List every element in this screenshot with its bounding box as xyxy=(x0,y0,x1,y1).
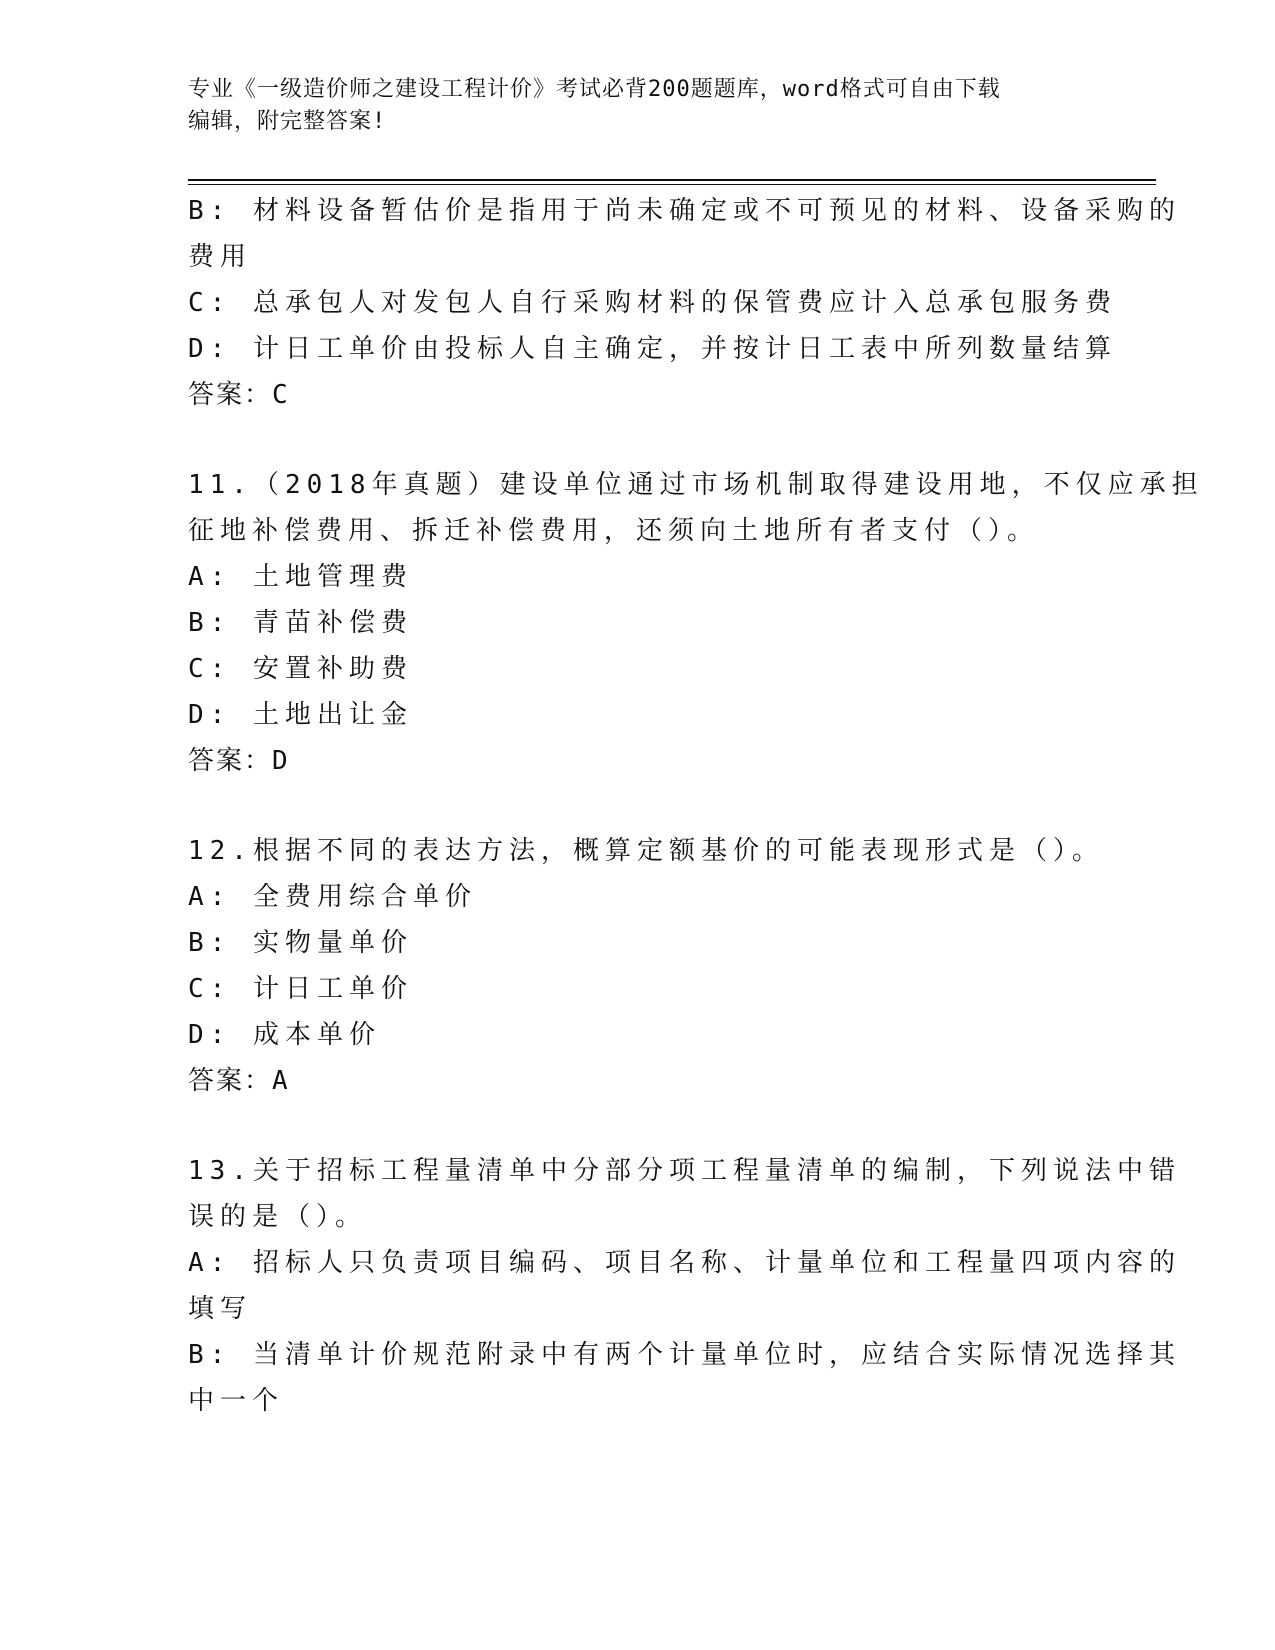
question-stem: 12.根据不同的表达方法，概算定额基价的可能表现形式是（）。 xyxy=(188,836,1104,866)
question-stem: 13.关于招标工程量清单中分部分项工程量清单的编制，下列说法中错 xyxy=(188,1156,1181,1186)
option-line: C: 总承包人对发包人自行采购材料的保管费应计入总承包服务费 xyxy=(188,288,1117,318)
block-spacer xyxy=(188,1104,1088,1148)
option-line: C: 计日工单价 xyxy=(188,974,413,1004)
question-stem: 误的是（）。 xyxy=(188,1202,368,1232)
answer-line: 答案：C xyxy=(188,380,290,410)
option-line: 填写 xyxy=(188,1294,253,1324)
answer-line: 答案：D xyxy=(188,746,290,776)
option-line: D: 成本单价 xyxy=(188,1020,381,1050)
block-spacer xyxy=(188,418,1088,462)
block-spacer xyxy=(188,784,1088,828)
question-block xyxy=(188,828,1104,1104)
question-block xyxy=(188,462,1204,784)
option-line: A: 全费用综合单价 xyxy=(188,882,477,912)
option-line: A: 招标人只负责项目编码、项目名称、计量单位和工程量四项内容的 xyxy=(188,1248,1181,1278)
question-stem: 11.（2018年真题）建设单位通过市场机制取得建设用地，不仅应承担 xyxy=(188,470,1204,500)
question-block xyxy=(188,1148,1181,1424)
option-line: B: 青苗补偿费 xyxy=(188,608,413,638)
option-line: B: 当清单计价规范附录中有两个计量单位时，应结合实际情况选择其 xyxy=(188,1340,1181,1370)
option-line: D: 计日工单价由投标人自主确定，并按计日工表中所列数量结算 xyxy=(188,334,1117,364)
option-line: D: 土地出让金 xyxy=(188,700,413,730)
header-line-1: 专业《一级造价师之建设工程计价》考试必背200题题库，word格式可自由下载 xyxy=(188,77,1001,102)
question-block xyxy=(188,188,1181,418)
option-line: B: 实物量单价 xyxy=(188,928,413,958)
question-stem: 征地补偿费用、拆迁补偿费用，还须向土地所有者支付（）。 xyxy=(188,516,1040,546)
option-line: C: 安置补助费 xyxy=(188,654,413,684)
option-line: A: 土地管理费 xyxy=(188,562,413,592)
header-rule-thin xyxy=(188,184,1156,185)
document-header xyxy=(188,74,1068,138)
question-line: B: 材料设备暂估价是指用于尚未确定或不可预见的材料、设备采购的 xyxy=(188,196,1181,226)
question-line: 费用 xyxy=(188,242,253,272)
document-body xyxy=(188,188,1204,1424)
header-rule xyxy=(188,179,1156,181)
answer-line: 答案：A xyxy=(188,1066,290,1096)
option-line: 中一个 xyxy=(188,1386,285,1416)
header-line-2: 编辑，附完整答案! xyxy=(188,109,387,134)
